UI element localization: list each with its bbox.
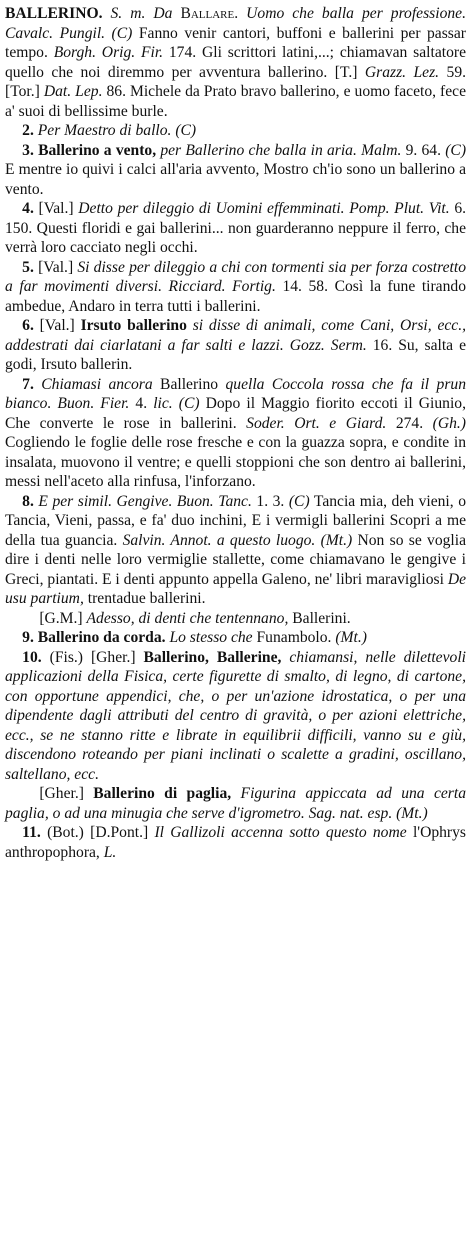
text-run: 7. xyxy=(22,375,42,393)
text-run: 86. Michele da Prato bravo ballerino, e uomo faceto, fece a' suoi di bellissime burle. xyxy=(5,83,466,120)
text-run xyxy=(102,5,110,22)
text-run: 4. xyxy=(22,200,39,217)
text-run: 4. xyxy=(129,395,154,412)
text-run: Lo stesso che xyxy=(169,629,253,646)
text-run: Ballerini. xyxy=(288,609,351,627)
text-run: Salvin. Annot. a questo luogo. (Mt.) xyxy=(122,531,353,549)
text-run: Uomo che balla per professione. Cavalc. Pungil. (C) xyxy=(5,5,466,42)
text-run: 6. xyxy=(22,317,40,334)
text-run: Irsuto ballerino xyxy=(80,317,187,334)
text-run: Non so se voglia dire i denti nelle loro vermiglie stallette, come chiamavano le gengive i Greci, piantati. E i denti appunto appella Galeno, ne' libri maravigliosi xyxy=(5,531,466,588)
text-run: De usu partium, xyxy=(5,570,466,607)
text-run: (Fis.) [Gher.] xyxy=(49,648,144,666)
text-run: 59. [Tor.] xyxy=(5,63,467,100)
sense-1-paragraph xyxy=(5,4,466,121)
sense-11-paragraph xyxy=(5,823,466,862)
text-run: 5. xyxy=(22,258,39,276)
text-run: trentadue ballerini. xyxy=(83,590,206,607)
text-run: 3. xyxy=(22,141,39,159)
text-run: 11. xyxy=(22,824,48,841)
text-run: Fanno venir cantori, buffoni e ballerini per passar tempo. xyxy=(5,24,466,61)
text-run: 16. Su, salta e godi, Irsuto ballerin. xyxy=(5,336,466,373)
text-run: Il Gallizoli accenna sotto questo nome xyxy=(154,824,407,841)
text-run: Dat. Lep. xyxy=(43,83,103,100)
text-run: 10. xyxy=(22,648,50,666)
text-run: E per simil. Gengive. Buon. Tanc. xyxy=(38,492,252,510)
sense-3-paragraph xyxy=(5,141,466,200)
text-run: S. m. Da xyxy=(110,5,181,22)
text-run xyxy=(231,785,240,802)
text-run: chiamansi, nelle dilettevoli applicazioni della Fisica, certe figurette di smalto, di legno, di cartone, con opportune appendici, che, o per un'azione idrostatica, o per una dipendente dagli attributi del centro di gravità, o per azioni elettriche, ecc., se ne stanno ritte e librate in equilibrii difficili, vanno su e giù, discendono roteando per piani inclinati o scalette a gradini, oscillano, saltellano, ecc. xyxy=(5,648,466,783)
entry-ballerino xyxy=(5,4,466,862)
text-run: si disse di animali, come Cani, Orsi, ecc., addestrati dai ciarlatani a far salti e lazzi. Gozz. Serm. xyxy=(5,317,467,354)
text-run: Detto per dileggio di Uomini effemminati. Pomp. Plut. Vit. xyxy=(78,200,450,217)
text-run: 9. xyxy=(22,629,38,646)
text-run: Borgh. Orig. Fir. xyxy=(53,44,164,61)
text-run: Soder. Ort. e Giard. xyxy=(246,414,387,432)
sense-5-paragraph xyxy=(5,258,466,317)
sense-8-note-paragraph xyxy=(5,609,466,629)
text-run: Dopo il Maggio fiorito eccoti il Giunio, Che converte le rose in ballerini. xyxy=(5,395,467,432)
sense-8-paragraph xyxy=(5,492,466,609)
sense-7-paragraph xyxy=(5,375,466,492)
text-run: Si disse per dileggio a chi con tormenti sia per forza costretto a far movimenti diversi. Ricciard. Fortig. xyxy=(5,258,467,295)
text-run: Figurina appiccata ad una certa paglia, o ad una minugia che serve d'igrometro. Sag. nat. esp. (Mt.) xyxy=(5,785,466,822)
text-run: Ballerino da corda. xyxy=(37,629,166,646)
text-run: Cogliendo le foglie delle rose fresche e con la guazza sopra, e condite in insalata, muovono il ventre; e quelli stoppioni che son dentro ai ballerini, messi nell'aceto alla rinfusa, l'inforzano. xyxy=(5,434,466,490)
text-run: 8. xyxy=(22,492,39,510)
text-run: quella Coccola rossa che fa il prun bianco. Buon. Fier. xyxy=(5,375,466,412)
text-run: Ballerino di paglia, xyxy=(93,785,232,802)
text-run: [Val.] xyxy=(38,200,79,217)
text-run: (Gh.) xyxy=(432,414,466,432)
sense-10-paragraph xyxy=(5,648,466,785)
text-run: Adesso, di denti che tentennano, xyxy=(86,609,289,627)
text-run: 274. xyxy=(386,414,433,432)
text-run: (Bot.) [D.Pont.] xyxy=(47,824,155,841)
text-run: Ballerino a vento, xyxy=(38,141,157,159)
text-run: per Ballerino che balla in aria. Malm. xyxy=(160,141,402,159)
text-run: lic. (C) xyxy=(153,395,200,412)
text-run: (C) xyxy=(288,492,310,510)
text-run: 174. Gli scrittori latini,...; chiamavan saltatore quello che noi diremmo per avventura ballerino. [T.] xyxy=(5,44,466,81)
text-run: 9. 64. xyxy=(401,141,446,159)
sense-4-paragraph xyxy=(5,199,466,258)
text-run: (C) xyxy=(445,141,467,159)
sense-2-paragraph xyxy=(5,121,466,141)
text-run: l'Ophrys anthropophora, xyxy=(5,824,466,861)
text-run: Tancia mia, deh vieni, o Tancia, Vieni, passa, e fa' duo inchini, E i vermigli ballerini Scopri a me della tua guancia. xyxy=(5,492,466,549)
sense-10-note-paragraph xyxy=(5,784,466,823)
text-run: BALLERINO. xyxy=(5,5,103,22)
sense-9-paragraph xyxy=(5,628,466,648)
text-run: Per Maestro di ballo. (C) xyxy=(37,122,197,139)
text-run: E mentre io quivi i calci all'aria avvento, Mostro ch'io sono un ballerino a vento. xyxy=(5,161,466,198)
text-run: L. xyxy=(103,843,117,861)
text-run: Ballerino xyxy=(152,375,226,393)
text-run: 2. xyxy=(22,122,38,139)
text-run: Ballare xyxy=(180,5,235,22)
text-run: Grazz. Lez. xyxy=(364,63,440,81)
text-run: . xyxy=(234,5,247,22)
sense-6-paragraph xyxy=(5,316,466,375)
text-run: 14. 58. Così la fune tirando ambedue, Andaro in terra tutti i ballerini. xyxy=(5,278,466,315)
text-run: 1. 3. xyxy=(251,492,289,510)
text-run: (Mt.) xyxy=(335,629,367,646)
text-run: [Val.] xyxy=(38,258,78,276)
text-run: Funambolo. xyxy=(252,629,336,646)
text-run: [Val.] xyxy=(39,317,81,334)
text-run: [G.M.] xyxy=(39,609,87,627)
text-run: [Gher.] xyxy=(39,785,94,802)
text-run: Chiamasi ancora xyxy=(41,375,153,393)
text-run: Ballerino, Ballerine, xyxy=(143,648,282,666)
text-run: 6. 150. Questi floridi e gai ballerini... non guarderanno neppure il ferro, che verrà loro cacciato negli occhi. xyxy=(5,200,467,256)
